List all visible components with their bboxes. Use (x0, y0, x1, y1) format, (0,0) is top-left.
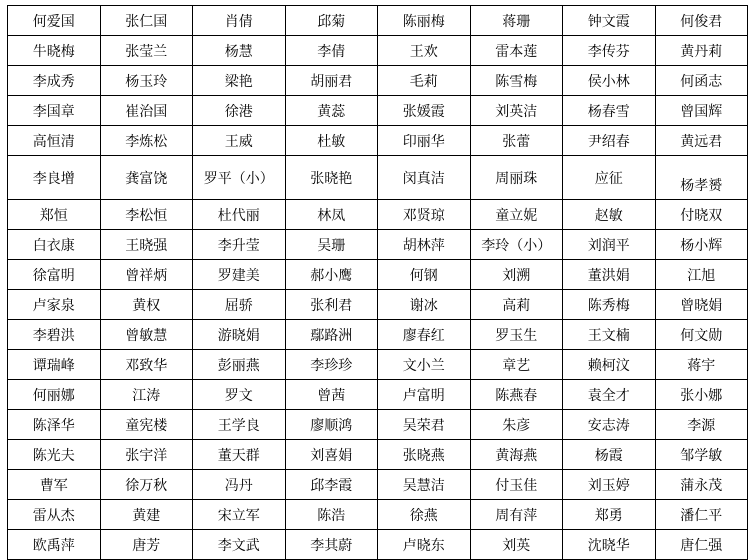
name-cell: 郑勇 (563, 500, 656, 530)
name-cell: 宋立军 (193, 500, 286, 530)
name-cell: 陈燕春 (470, 380, 563, 410)
name-cell: 谢冰 (378, 290, 471, 320)
name-cell: 吴荣君 (378, 410, 471, 440)
name-cell: 何钢 (378, 260, 471, 290)
name-cell: 李源 (655, 410, 748, 440)
table-row (8, 6, 748, 36)
name-cell: 曾敏慧 (100, 320, 193, 350)
name-cell: 林凤 (285, 200, 378, 230)
name-cell: 欧禹萍 (8, 530, 101, 560)
name-cell: 邓贤琼 (378, 200, 471, 230)
name-cell: 江旭 (655, 260, 748, 290)
name-cell: 龚富饶 (100, 156, 193, 200)
name-cell: 何俊君 (655, 6, 748, 36)
name-cell: 陈秀梅 (563, 290, 656, 320)
name-cell: 何文勋 (655, 320, 748, 350)
name-cell: 高恒清 (8, 126, 101, 156)
name-cell: 李国章 (8, 96, 101, 126)
table-row (8, 440, 748, 470)
name-cell: 杨春雪 (563, 96, 656, 126)
name-cell: 章艺 (470, 350, 563, 380)
name-cell: 朱彦 (470, 410, 563, 440)
name-cell: 李珍珍 (285, 350, 378, 380)
name-cell: 邹学敏 (655, 440, 748, 470)
name-cell: 邓致华 (100, 350, 193, 380)
name-cell: 赖柯汶 (563, 350, 656, 380)
name-cell: 陈光夫 (8, 440, 101, 470)
name-list-body (8, 6, 748, 560)
name-cell: 刘玉婷 (563, 470, 656, 500)
name-cell: 卢家泉 (8, 290, 101, 320)
name-cell: 杨玉玲 (100, 66, 193, 96)
name-cell: 文小兰 (378, 350, 471, 380)
name-cell: 李成秀 (8, 66, 101, 96)
name-cell: 应征 (563, 156, 656, 200)
name-cell: 何丽娜 (8, 380, 101, 410)
table-row (8, 260, 748, 290)
name-cell: 李良增 (8, 156, 101, 200)
name-cell: 唐仁强 (655, 530, 748, 560)
name-cell: 江涛 (100, 380, 193, 410)
name-cell: 陈浩 (285, 500, 378, 530)
table-row (8, 230, 748, 260)
name-cell: 徐万秋 (100, 470, 193, 500)
name-cell: 钟文霞 (563, 6, 656, 36)
name-cell: 刘润平 (563, 230, 656, 260)
name-cell: 徐燕 (378, 500, 471, 530)
table-row (8, 380, 748, 410)
name-cell: 何函志 (655, 66, 748, 96)
name-cell: 高莉 (470, 290, 563, 320)
name-cell: 罗建美 (193, 260, 286, 290)
name-cell: 邱李霞 (285, 470, 378, 500)
name-cell: 赵敏 (563, 200, 656, 230)
name-cell: 梁艳 (193, 66, 286, 96)
name-cell: 卢晓东 (378, 530, 471, 560)
name-cell: 杨孝赟 (655, 156, 748, 200)
name-list-table (7, 5, 748, 560)
name-cell: 刘溯 (470, 260, 563, 290)
name-cell: 郝小鹰 (285, 260, 378, 290)
table-row (8, 350, 748, 380)
name-cell: 吴慧洁 (378, 470, 471, 500)
name-cell: 肖倩 (193, 6, 286, 36)
name-cell: 罗文 (193, 380, 286, 410)
table-row (8, 66, 748, 96)
name-cell: 陈雪梅 (470, 66, 563, 96)
name-cell: 周丽珠 (470, 156, 563, 200)
name-cell: 付玉佳 (470, 470, 563, 500)
name-cell: 蒋宇 (655, 350, 748, 380)
name-cell: 李文武 (193, 530, 286, 560)
name-cell: 卢富明 (378, 380, 471, 410)
name-cell: 鄢路洲 (285, 320, 378, 350)
name-cell: 冯丹 (193, 470, 286, 500)
name-cell: 邱菊 (285, 6, 378, 36)
table-row (8, 126, 748, 156)
name-cell: 屈骄 (193, 290, 286, 320)
name-cell: 童立妮 (470, 200, 563, 230)
name-cell: 李其蔚 (285, 530, 378, 560)
name-cell: 徐富明 (8, 260, 101, 290)
name-cell: 谭瑞峰 (8, 350, 101, 380)
name-cell: 吴珊 (285, 230, 378, 260)
name-cell: 王晓强 (100, 230, 193, 260)
name-cell: 安志涛 (563, 410, 656, 440)
table-row (8, 320, 748, 350)
name-cell: 闵真洁 (378, 156, 471, 200)
name-cell: 黄海燕 (470, 440, 563, 470)
name-cell: 曾祥炳 (100, 260, 193, 290)
name-cell: 袁全才 (563, 380, 656, 410)
table-row (8, 290, 748, 320)
name-cell: 徐港 (193, 96, 286, 126)
name-cell: 张小娜 (655, 380, 748, 410)
name-cell: 刘英 (470, 530, 563, 560)
name-cell: 王欢 (378, 36, 471, 66)
name-cell: 董天群 (193, 440, 286, 470)
name-cell: 廖春红 (378, 320, 471, 350)
name-cell: 张晓燕 (378, 440, 471, 470)
name-cell: 雷从杰 (8, 500, 101, 530)
name-cell: 侯小林 (563, 66, 656, 96)
name-cell: 王威 (193, 126, 286, 156)
name-cell: 曾国辉 (655, 96, 748, 126)
name-cell: 李传芬 (563, 36, 656, 66)
name-cell: 罗玉生 (470, 320, 563, 350)
name-cell: 付晓双 (655, 200, 748, 230)
name-cell: 杨霞 (563, 440, 656, 470)
name-cell: 张利君 (285, 290, 378, 320)
table-row (8, 36, 748, 66)
name-cell: 黄远君 (655, 126, 748, 156)
name-cell: 牛晓梅 (8, 36, 101, 66)
name-cell: 廖顺鸿 (285, 410, 378, 440)
name-cell: 张晓艳 (285, 156, 378, 200)
name-cell: 沈晓华 (563, 530, 656, 560)
name-cell: 黄建 (100, 500, 193, 530)
name-cell: 曾茜 (285, 380, 378, 410)
name-cell: 张仁国 (100, 6, 193, 36)
name-cell: 唐芳 (100, 530, 193, 560)
name-cell: 刘英洁 (470, 96, 563, 126)
table-row (8, 470, 748, 500)
name-cell: 李松恒 (100, 200, 193, 230)
name-cell: 蒋珊 (470, 6, 563, 36)
table-row (8, 96, 748, 126)
name-cell: 崔治国 (100, 96, 193, 126)
name-cell: 雷本莲 (470, 36, 563, 66)
name-cell: 董洪娟 (563, 260, 656, 290)
name-cell: 李玲（小） (470, 230, 563, 260)
name-cell: 刘喜娟 (285, 440, 378, 470)
table-row (8, 200, 748, 230)
name-cell: 杜代丽 (193, 200, 286, 230)
name-cell: 张宇洋 (100, 440, 193, 470)
name-cell: 张莹兰 (100, 36, 193, 66)
name-cell: 毛莉 (378, 66, 471, 96)
name-cell: 潘仁平 (655, 500, 748, 530)
table-row (8, 530, 748, 560)
name-cell: 胡林萍 (378, 230, 471, 260)
name-cell: 曹军 (8, 470, 101, 500)
name-cell: 黄蕊 (285, 96, 378, 126)
name-cell: 李倩 (285, 36, 378, 66)
name-cell: 王学良 (193, 410, 286, 440)
name-cell: 童宪楼 (100, 410, 193, 440)
name-cell: 黄丹莉 (655, 36, 748, 66)
name-cell: 郑恒 (8, 200, 101, 230)
name-cell: 罗平（小） (193, 156, 286, 200)
name-cell: 尹绍春 (563, 126, 656, 156)
name-cell: 彭丽燕 (193, 350, 286, 380)
name-cell: 杨慧 (193, 36, 286, 66)
name-cell: 游晓娟 (193, 320, 286, 350)
name-cell: 张媛霞 (378, 96, 471, 126)
name-cell: 印丽华 (378, 126, 471, 156)
name-cell: 周有萍 (470, 500, 563, 530)
name-cell: 白衣康 (8, 230, 101, 260)
name-cell: 陈丽梅 (378, 6, 471, 36)
name-cell: 李升莹 (193, 230, 286, 260)
table-row (8, 500, 748, 530)
name-cell: 陈泽华 (8, 410, 101, 440)
table-row (8, 410, 748, 440)
name-cell: 张蕾 (470, 126, 563, 156)
name-cell: 杜敏 (285, 126, 378, 156)
name-cell: 蒲永茂 (655, 470, 748, 500)
name-cell: 李炼松 (100, 126, 193, 156)
name-cell: 何爱国 (8, 6, 101, 36)
table-row (8, 156, 748, 200)
name-cell: 杨小辉 (655, 230, 748, 260)
name-cell: 李碧洪 (8, 320, 101, 350)
name-cell: 胡丽君 (285, 66, 378, 96)
name-cell: 曾晓娟 (655, 290, 748, 320)
name-cell: 王文楠 (563, 320, 656, 350)
name-cell: 黄权 (100, 290, 193, 320)
